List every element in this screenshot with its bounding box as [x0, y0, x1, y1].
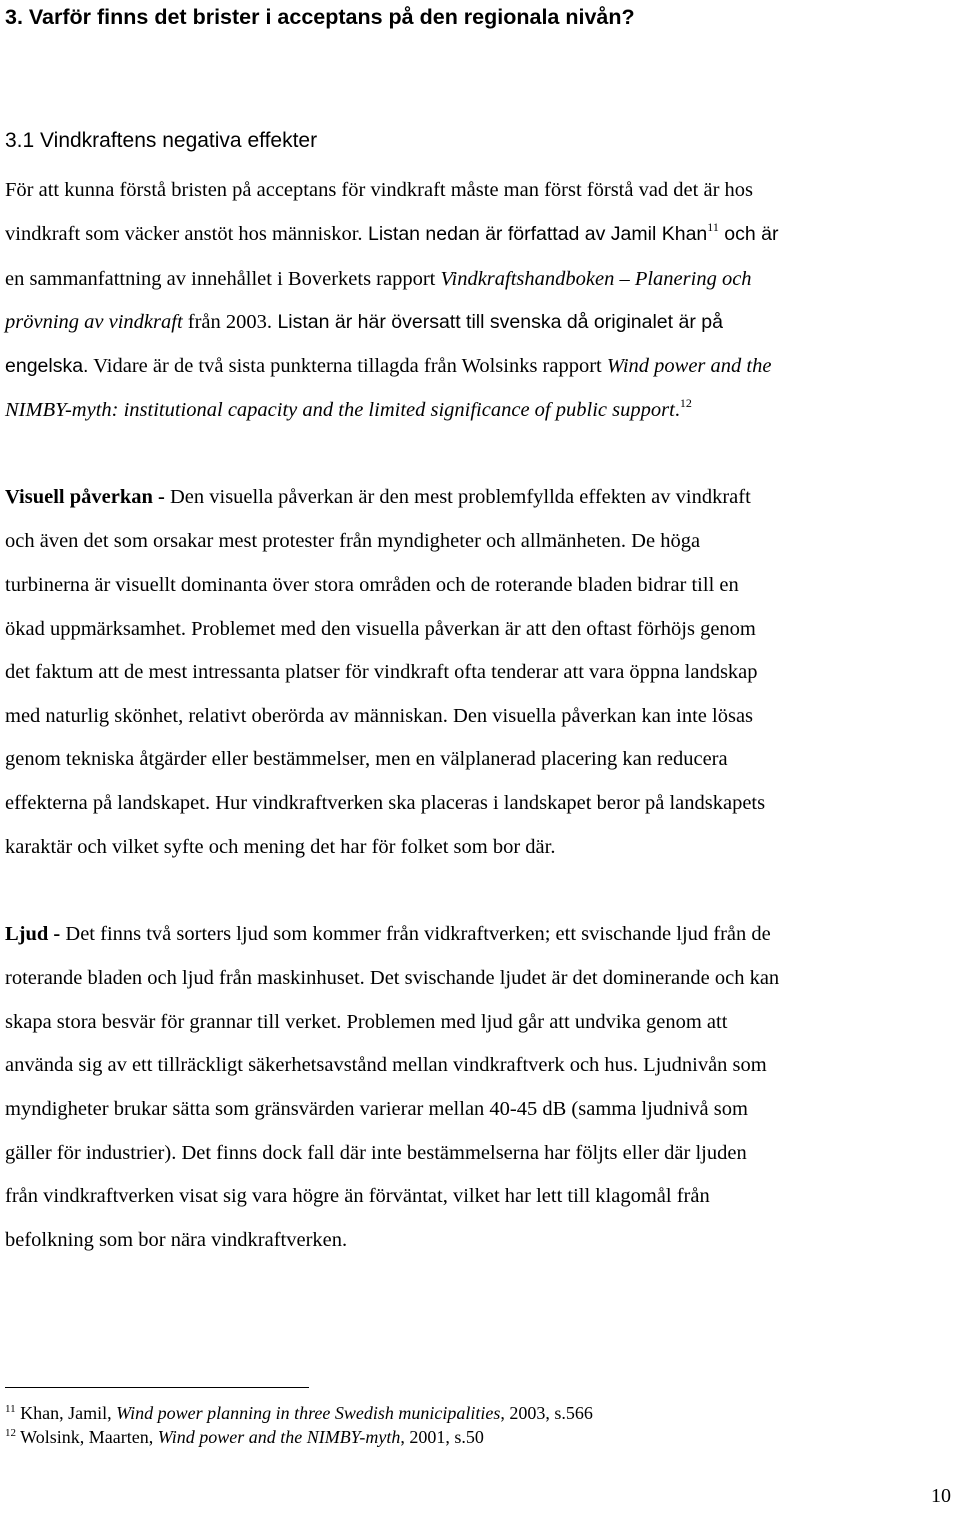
report-title: Wind power and the	[606, 355, 772, 377]
text-line	[5, 397, 692, 423]
text-line	[5, 353, 771, 379]
text-span: Vidare är de två sista punkterna tillagda från Wolsinks rapport	[88, 355, 607, 377]
footnote-12	[5, 1426, 484, 1448]
text-line: effekterna på landskapet. Hur vindkraftverken ska placeras i landskapet beror på landskapets	[5, 792, 766, 814]
text-line: ökad uppmärksamhet. Problemet med den visuella påverkan är att den oftast förhöjs genom	[5, 618, 756, 640]
footnote-author: Wolsink, Maarten,	[16, 1427, 158, 1447]
text-line	[5, 309, 723, 335]
footnote-details: , 2001, s.50	[400, 1427, 484, 1447]
text-span: Det finns två sorters ljud som kommer från vidkraftverken; ett svischande ljud från de	[60, 923, 771, 945]
text-span: Listan är här översatt till svenska då originalet är på	[272, 311, 723, 333]
footnote-number: 11	[5, 1403, 16, 1415]
report-title: NIMBY-myth: institutional capacity and the limited significance of public support	[5, 399, 675, 421]
footnote-author: Khan, Jamil,	[15, 1403, 117, 1423]
text-line	[5, 221, 778, 247]
text-span: och är	[718, 223, 779, 245]
text-line: genom tekniska åtgärder eller bestämmelser, men en välplanerad placering kan reducera	[5, 748, 728, 770]
subsection-heading: 3.1 Vindkraftens negativa effekter	[5, 129, 318, 152]
text-line: turbinerna är visuellt dominanta över stora områden och de roterande bladen bidrar till en	[5, 574, 739, 596]
text-line: med naturlig skönhet, relativt oberörda av människan. Den visuella påverkan kan inte lösas	[5, 705, 754, 727]
text-line: och även det som orsakar mest protester från myndigheter och allmänheten. De höga	[5, 530, 701, 552]
text-span: För att kunna förstå bristen på acceptans för vindkraft måste man först förstå vad det är hos	[5, 179, 754, 201]
text-line	[5, 484, 751, 510]
text-line: befolkning som bor nära vindkraftverken.	[5, 1229, 348, 1251]
page-number: 10	[931, 1485, 951, 1507]
text-line	[5, 266, 752, 292]
text-span: Listan nedan är författad av Jamil Khan	[362, 223, 708, 245]
text-span: engelska.	[5, 355, 89, 377]
text-span: från 2003.	[182, 311, 273, 333]
footnote-ref-12[interactable]: 12	[679, 396, 692, 410]
footnote-title: Wind power and the NIMBY-myth	[157, 1427, 401, 1447]
text-span: vindkraft som väcker anstöt hos människor.	[5, 223, 363, 245]
footnote-details: , 2003, s.566	[500, 1403, 593, 1423]
text-line	[5, 921, 771, 947]
text-line: gäller för industrier). Det finns dock fall där inte bestämmelserna har följts eller där ljuden	[5, 1142, 747, 1164]
text-span: en sammanfattning av innehållet i Boverkets rapport	[5, 268, 441, 290]
report-title: prövning av vindkraft	[5, 311, 183, 333]
text-line	[5, 177, 753, 203]
footnote-divider	[5, 1387, 309, 1388]
report-title: Vindkraftshandboken – Planering och	[440, 268, 752, 290]
term-sound: Ljud -	[5, 923, 61, 945]
text-line: roterande bladen och ljud från maskinhuset. Det svischande ljudet är det dominerande och kan	[5, 967, 780, 989]
text-span: Den visuella påverkan är den mest problemfyllda effekten av vindkraft	[164, 486, 751, 508]
footnote-ref-11[interactable]: 11	[707, 220, 719, 234]
text-line: karaktär och vilket syfte och mening det har för folket som bor där.	[5, 836, 556, 858]
text-line: använda sig av ett tillräckligt säkerhetsavstånd mellan vindkraftverk och hus. Ljudnivån som	[5, 1054, 767, 1076]
term-visual-impact: Visuell påverkan -	[5, 486, 165, 508]
text-line: myndigheter brukar sätta som gränsvärden varierar mellan 40-45 dB (samma ljudnivå som	[5, 1098, 748, 1120]
text-line: det faktum att de mest intressanta platser för vindkraft ofta tenderar att vara öppna landskap	[5, 661, 758, 683]
text-line: från vindkraftverken visat sig vara högre än förväntat, vilket har lett till klagomål från	[5, 1185, 710, 1207]
footnote-11	[5, 1402, 593, 1424]
footnote-number: 12	[5, 1427, 16, 1439]
footnote-title: Wind power planning in three Swedish municipalities	[116, 1403, 501, 1423]
section-heading: 3. Varför finns det brister i acceptans på den regionala nivån?	[5, 5, 635, 29]
text-line: skapa stora besvär för grannar till verket. Problemen med ljud går att undvika genom att	[5, 1011, 728, 1033]
text-span: .	[674, 399, 680, 421]
